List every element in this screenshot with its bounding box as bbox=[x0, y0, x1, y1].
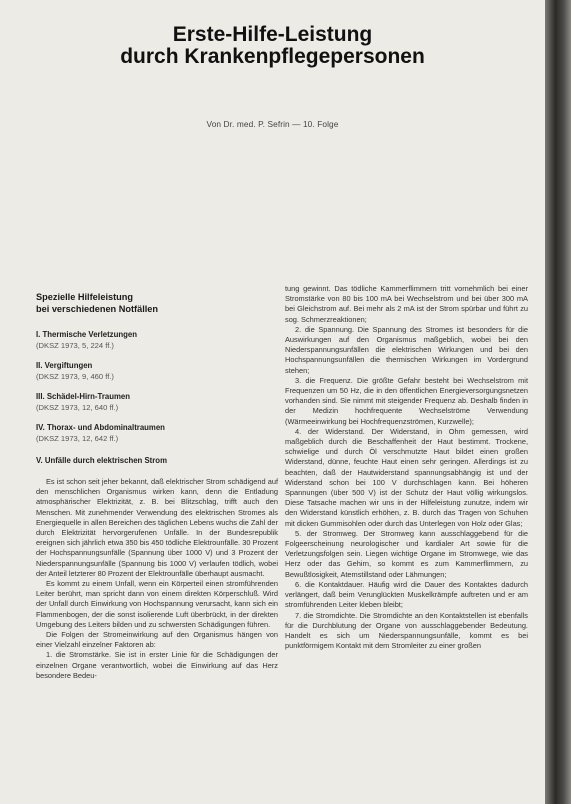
title-line-2: durch Krankenpflegepersonen bbox=[120, 45, 425, 68]
body-paragraph: 7. die Stromdichte. Die Stromdichte an den Kontaktstellen ist ebenfalls für die Durchblutung der Organe von ausschlaggebender Bedeutung. Handelt es sich um Niederspannungsunfälle, kommt es bei punktförmigem Kontakt mit dem Stromleiter zu einer großen bbox=[285, 610, 528, 651]
body-paragraph: 4. der Widerstand. Der Widerstand, in Ohm gemessen, wird maßgeblich durch die Beschaffenheit der Haut bestimmt. Trockene, schwielige und durch Öl verschmutzte Haut bildet einen großen Widerstand, dünne, feuchte Haut einen sehr geringen. Allerdings ist zu beachten, daß der Hautwiderstand spannungsabhängig ist und der Widerstand schon bei 100 V durchschlagen kann. Bei höheren Spannungen (über 500 V) ist der Schutz der Haut völlig wirkungslos. Diese Tatsache machen wir uns in der Hilfeleistung zunutze, indem wir den Widerstand künstlich erhöhen, z. B. durch das Tragen von Schuhen mit dicken Gummisohlen oder durch das Unterlegen von Holz oder Glas; bbox=[285, 426, 528, 528]
right-column bbox=[285, 284, 528, 651]
contents-item bbox=[36, 329, 278, 351]
body-paragraph: 3. die Frequenz. Die größte Gefahr besteht bei Wechselstrom mit Frequenzen um 50 Hz, die in den öffentlichen Energieversorgungsnetzen vorhanden sind. Sie nimmt mit steigender Frequenz ab. Deshalb finden in der Medizin hochfrequente Wechselströme Verwendung (Wärmeeinwirkung bei Hochfrequenzströmen, Kurzwelle); bbox=[285, 375, 528, 426]
body-paragraph: Es ist schon seit jeher bekannt, daß elektrischer Strom schädigend auf den menschlichen Organismus wirken kann, denn die Entladung atmosphärischer Elektrizität, z. B. bei Blitzschlag, trifft auch den Menschen. Mit zunehmender Verwendung des elektrischen Stromes als Energiequelle in allen Bereichen des täglichen Lebens wuchs die Zahl der durch Elektrizität hervorgerufenen Unfälle. In der Bundesrepublik ereignen sich jährlich etwa 350 bis 450 tödliche Elektrounfälle. 30 Prozent der Hochspannungsunfälle (Spannung über 1000 V) und 3 Prozent der Niederspannungsunfälle (Spannung bis 1000 V) verlaufen tödlich, wobei der Anteil letzterer 80 Prozent der Elektrounfälle überhaupt ausmacht. bbox=[36, 477, 278, 578]
contents-item bbox=[36, 422, 278, 444]
contents-item bbox=[36, 360, 278, 382]
body-paragraph: Die Folgen der Stromeinwirkung auf den Organismus hängen von einer Vielzahl einzelner Faktoren ab: bbox=[36, 630, 278, 650]
body-paragraph: Es kommt zu einem Unfall, wenn ein Körperteil einen stromführenden Leiter berührt, man spricht dann von einem direkten Körperschluß. Wird der Unfall durch Einwirkung von Hochspannung verursacht, kann sich ein Flammenbogen, der die sonst isolierende Luft überbrückt, in der direkten Umgebung des Leiters bilden und zu schwersten Schädigungen führen. bbox=[36, 579, 278, 629]
left-column bbox=[36, 283, 278, 681]
article-title bbox=[0, 24, 545, 68]
author-byline: Von Dr. med. P. Sefrin — 10. Folge bbox=[206, 119, 339, 129]
body-paragraph: tung gewinnt. Das tödliche Kammerflimmern tritt vornehmlich bei einer Stromstärke von 80 bis 100 mA bei Wechselstrom und bei über 300 mA bei Gleichstrom auf. Bei mehr als 2 mA ist der Strom spürbar und führt zu sog. Schmerzreaktionen; bbox=[285, 284, 528, 324]
contents-item-reference: (DKSZ 1973, 5, 224 ff.) bbox=[36, 341, 114, 350]
body-paragraph: 6. die Kontaktdauer. Häufig wird die Dauer des Kontaktes dadurch verlängert, daß beim Verunglückten Muskelkrämpfe auftreten und er am stromführenden Leiter kleben bleibt; bbox=[285, 579, 528, 610]
contents-item-reference: (DKSZ 1973, 12, 640 ff.) bbox=[36, 403, 119, 412]
body-paragraph: 5. der Stromweg. Der Stromweg kann ausschlaggebend für die Folgeerscheinung neurologischer und kardialer Art sowie für die Verletzungsfolgen sein. Liegen wichtige Organe im Stromwege, wie das Herz oder das Gehirn, so kommt es zum Kammerflimmern, zu Bewußtlosigkeit, Atemstillstand oder Lähmungen; bbox=[285, 528, 528, 579]
series-contents-list bbox=[36, 329, 278, 444]
contents-item-reference: (DKSZ 1973, 9, 460 ff.) bbox=[36, 372, 114, 381]
contents-item-title: I. Thermische Verletzungen bbox=[36, 330, 137, 339]
heading-line-2: bei verschiedenen Notfällen bbox=[36, 303, 159, 314]
contents-item-title: IV. Thorax- und Abdominaltraumen bbox=[36, 423, 165, 432]
contents-item-reference: (DKSZ 1973, 12, 642 ff.) bbox=[36, 434, 119, 443]
body-paragraph: 2. die Spannung. Die Spannung des Stromes ist besonders für die Auswirkungen auf den Organismus maßgeblich, wobei bei den Niederspannungsunfällen die elektrischen Wirkungen und bei den Hochspannungsunfällen die thermischen Wirkungen im Vordergrund stehen; bbox=[285, 324, 528, 375]
body-paragraph: 1. die Stromstärke. Sie ist in erster Linie für die Schädigungen der einzelnen Organe verantwortlich, wobei die Einwirkung auf das Herz besondere Bedeu- bbox=[36, 650, 278, 680]
heading-line-1: Spezielle Hilfeleistung bbox=[36, 292, 134, 302]
page-binding-shadow bbox=[545, 0, 571, 804]
contents-item-title: III. Schädel-Hirn-Traumen bbox=[36, 392, 131, 401]
title-line-1: Erste-Hilfe-Leistung bbox=[172, 23, 373, 46]
section-heading bbox=[36, 292, 278, 315]
contents-item-title: II. Vergiftungen bbox=[36, 361, 93, 370]
subsection-title: V. Unfälle durch elektrischen Strom bbox=[36, 456, 168, 465]
contents-item bbox=[36, 391, 278, 413]
